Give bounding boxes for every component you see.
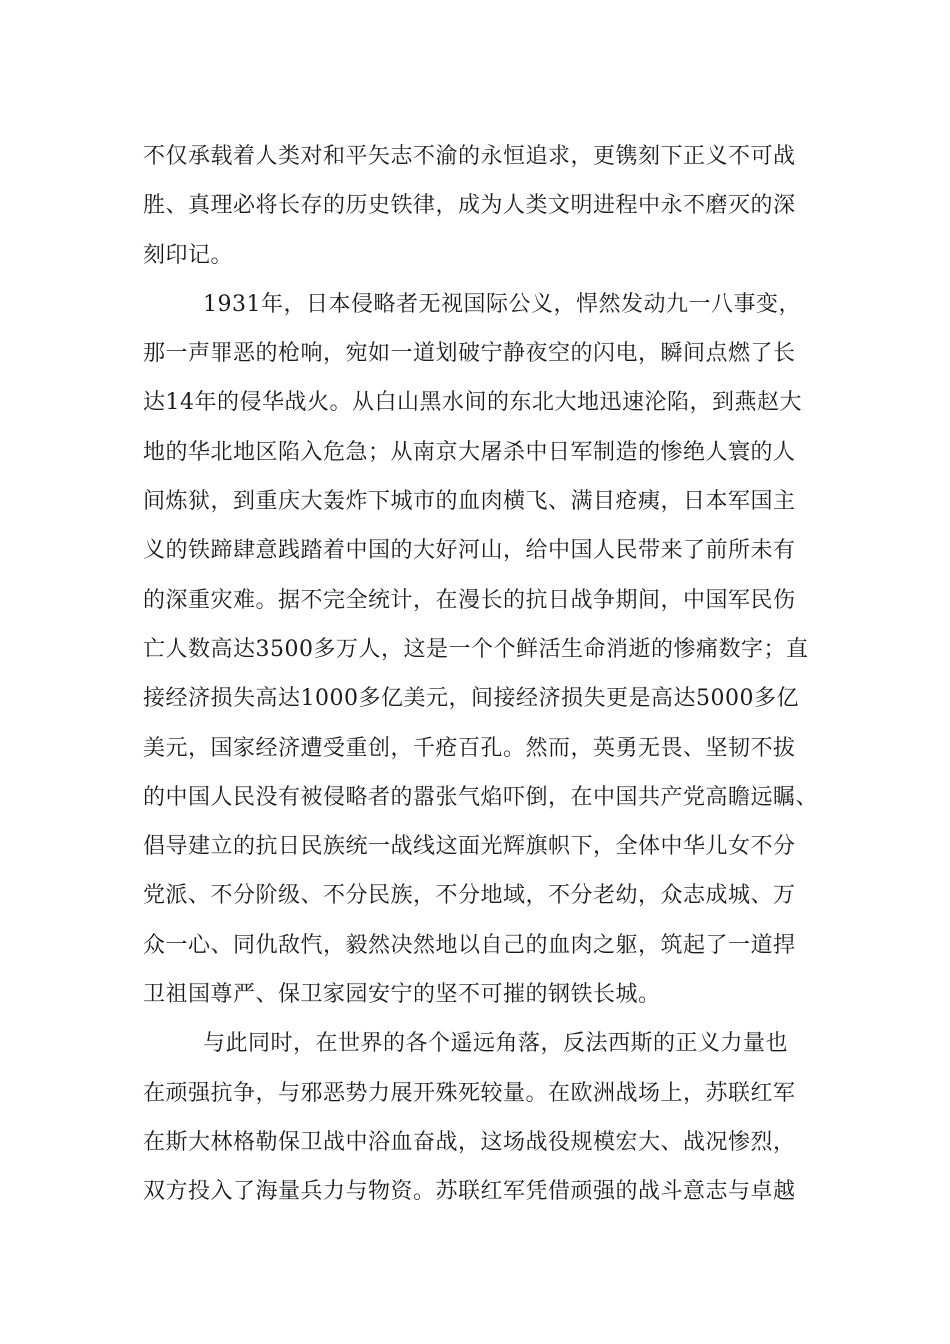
paragraph-line: 的深重灾难。据不完全统计，在漫长的抗日战争期间，中国军民伤 [143, 587, 796, 613]
paragraph-line: 倡导建立的抗日民族统一战线这面光辉旗帜下，全体中华儿女不分 [143, 834, 796, 860]
paragraph-3 [143, 1019, 843, 1216]
paragraph-line: 达14年的侵华战火。从白山黑水间的东北大地迅速沦陷，到燕赵大 [143, 390, 802, 416]
paragraph-line: 与此同时，在世界的各个遥远角落，反法西斯的正义力量也 [203, 1031, 789, 1057]
paragraph-line: 众一心、同仇敌忾，毅然决然地以自己的血肉之躯，筑起了一道捍 [143, 932, 796, 958]
paragraph-1 [143, 132, 843, 280]
paragraph-line: 卫祖国尊严、保卫家园安宁的坚不可摧的钢铁长城。 [143, 982, 661, 1008]
paragraph-line: 双方投入了海量兵力与物资。苏联红军凭借顽强的战斗意志与卓越 [143, 1179, 796, 1205]
document-body [143, 132, 843, 1217]
paragraph-line: 在斯大林格勒保卫战中浴血奋战，这场战役规模宏大、战况惨烈， [143, 1129, 796, 1155]
paragraph-line: 的中国人民没有被侵略者的嚣张气焰吓倒，在中国共产党高瞻远瞩、 [143, 784, 819, 810]
paragraph-2 [143, 280, 843, 1019]
paragraph-line: 刻印记。 [143, 242, 234, 268]
paragraph-line: 在顽强抗争，与邪恶势力展开殊死较量。在欧洲战场上，苏联红军 [143, 1080, 796, 1106]
paragraph-line: 1931年，日本侵略者无视国际公义，悍然发动九一八事变， [203, 291, 801, 317]
paragraph-line: 不仅承载着人类对和平矢志不渝的永恒追求，更镌刻下正义不可战 [143, 144, 796, 169]
paragraph-line: 亡人数高达3500多万人，这是一个个鲜活生命消逝的惨痛数字；直 [143, 636, 809, 662]
paragraph-line: 党派、不分阶级、不分民族，不分地域，不分老幼，众志成城、万 [143, 883, 796, 909]
paragraph-line: 那一声罪恶的枪响，宛如一道划破宁静夜空的闪电，瞬间点燃了长 [143, 341, 796, 367]
paragraph-line: 地的华北地区陷入危急；从南京大屠杀中日军制造的惨绝人寰的人 [143, 439, 796, 465]
paragraph-line: 接经济损失高达1000多亿美元，间接经济损失更是高达5000多亿 [143, 686, 799, 712]
paragraph-line: 间炼狱，到重庆大轰炸下城市的血肉横飞、满目疮痍，日本军国主 [143, 489, 796, 515]
paragraph-line: 义的铁蹄肆意践踏着中国的大好河山，给中国人民带来了前所未有 [143, 538, 796, 564]
paragraph-line: 美元，国家经济遭受重创，千疮百孔。然而，英勇无畏、坚韧不拔 [143, 735, 796, 761]
paragraph-line: 胜、真理必将长存的历史铁律，成为人类文明进程中永不磨灭的深 [143, 193, 796, 219]
